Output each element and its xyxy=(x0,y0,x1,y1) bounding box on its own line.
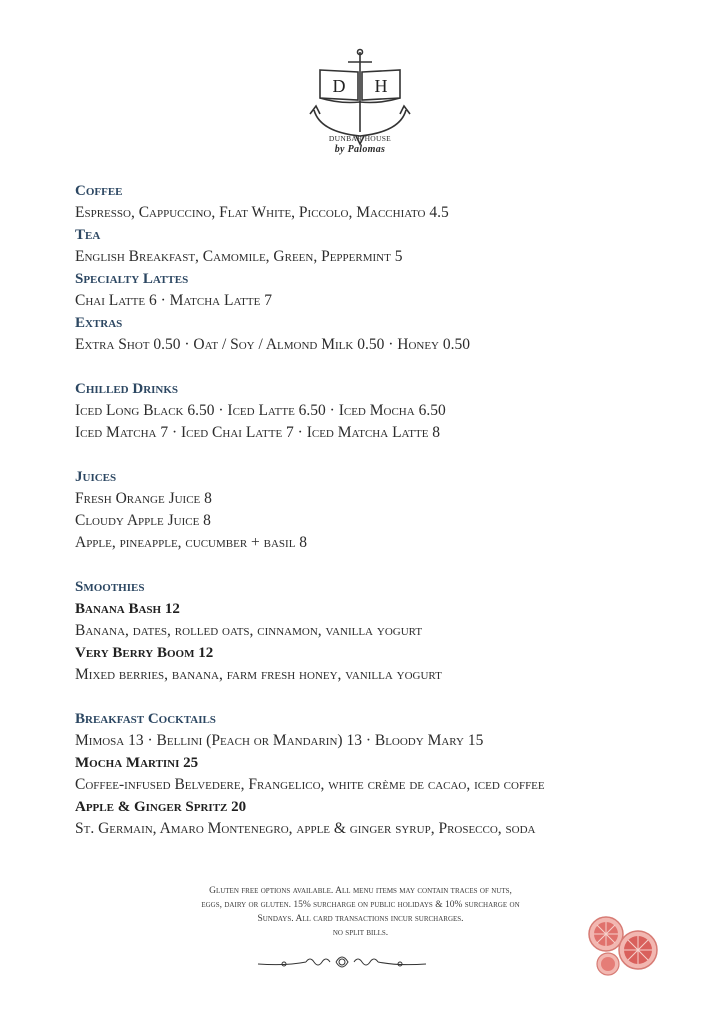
menu-line-extras: Extra Shot 0.50 · Oat / Soy / Almond Milk 0.50 · Honey 0.50 xyxy=(75,336,470,353)
flourish-divider-icon xyxy=(256,952,428,972)
footer-notice xyxy=(150,884,571,940)
monogram-letter-d: D xyxy=(332,76,346,96)
menu-item-apple-ginger-spritz: Apple & Ginger Spritz 20 xyxy=(75,799,247,815)
menu-desc-apple-ginger-spritz: St. Germain, Amaro Montenegro, apple & ginger syrup, Prosecco, soda xyxy=(75,820,536,837)
menu-line-chilled-2: Iced Matcha 7 · Iced Chai Latte 7 · Iced Matcha Latte 8 xyxy=(75,424,441,441)
menu-line-tea: English Breakfast, Camomile, Green, Peppermint 5 xyxy=(75,248,403,265)
menu-line-juice-2: Cloudy Apple Juice 8 xyxy=(75,512,211,529)
footer-line-1: Gluten free options available. All menu items may contain traces of nuts, xyxy=(209,886,512,896)
menu-desc-banana-bash: Banana, dates, rolled oats, cinnamon, vanilla yogurt xyxy=(75,622,423,639)
menu-item-mocha-martini: Mocha Martini 25 xyxy=(75,755,199,771)
menu-line-specialty-lattes: Chai Latte 6 · Matcha Latte 7 xyxy=(75,292,272,309)
footer-line-2: eggs, dairy or gluten. 15% surcharge on public holidays & 10% surcharge on xyxy=(201,900,520,910)
menu-line-coffee: Espresso, Cappuccino, Flat White, Piccolo, Macchiato 4.5 xyxy=(75,204,449,221)
menu-item-banana-bash: Banana Bash 12 xyxy=(75,601,180,617)
brand-by: by Palomas xyxy=(334,144,386,155)
grapefruit-slices-icon xyxy=(584,912,664,982)
section-heading-chilled-drinks: Chilled Drinks xyxy=(75,381,179,397)
footer-line-4: no split bills. xyxy=(332,928,389,938)
section-heading-specialty-lattes: Specialty Lattes xyxy=(75,271,189,287)
brand-name xyxy=(260,134,460,155)
menu-line-cocktails: Mimosa 13 · Bellini (Peach or Mandarin) 13 · Bloody Mary 15 xyxy=(75,732,484,749)
menu-line-chilled-1: Iced Long Black 6.50 · Iced Latte 6.50 · Iced Mocha 6.50 xyxy=(75,402,446,419)
menu-desc-mocha-martini: Coffee-infused Belvedere, Frangelico, white crème de cacao, iced coffee xyxy=(75,776,545,793)
brand-title: DUNBAR HOUSE xyxy=(328,134,392,143)
menu-desc-very-berry-boom: Mixed berries, banana, farm fresh honey, vanilla yogurt xyxy=(75,666,442,683)
menu-line-juice-1: Fresh Orange Juice 8 xyxy=(75,490,212,507)
section-heading-juices: Juices xyxy=(75,469,117,485)
monogram-letter-h: H xyxy=(374,76,388,96)
section-heading-tea: Tea xyxy=(75,227,101,243)
section-heading-breakfast-cocktails: Breakfast Cocktails xyxy=(75,711,216,727)
section-heading-smoothies: Smoothies xyxy=(75,579,145,595)
menu-item-very-berry-boom: Very Berry Boom 12 xyxy=(75,645,214,661)
menu-list xyxy=(75,180,695,840)
section-heading-coffee: Coffee xyxy=(75,183,123,199)
footer-line-3: Sundays. All card transactions incur surcharges. xyxy=(257,914,464,924)
section-heading-extras: Extras xyxy=(75,315,123,331)
menu-line-juice-3: Apple, pineapple, cucumber + basil 8 xyxy=(75,534,308,551)
